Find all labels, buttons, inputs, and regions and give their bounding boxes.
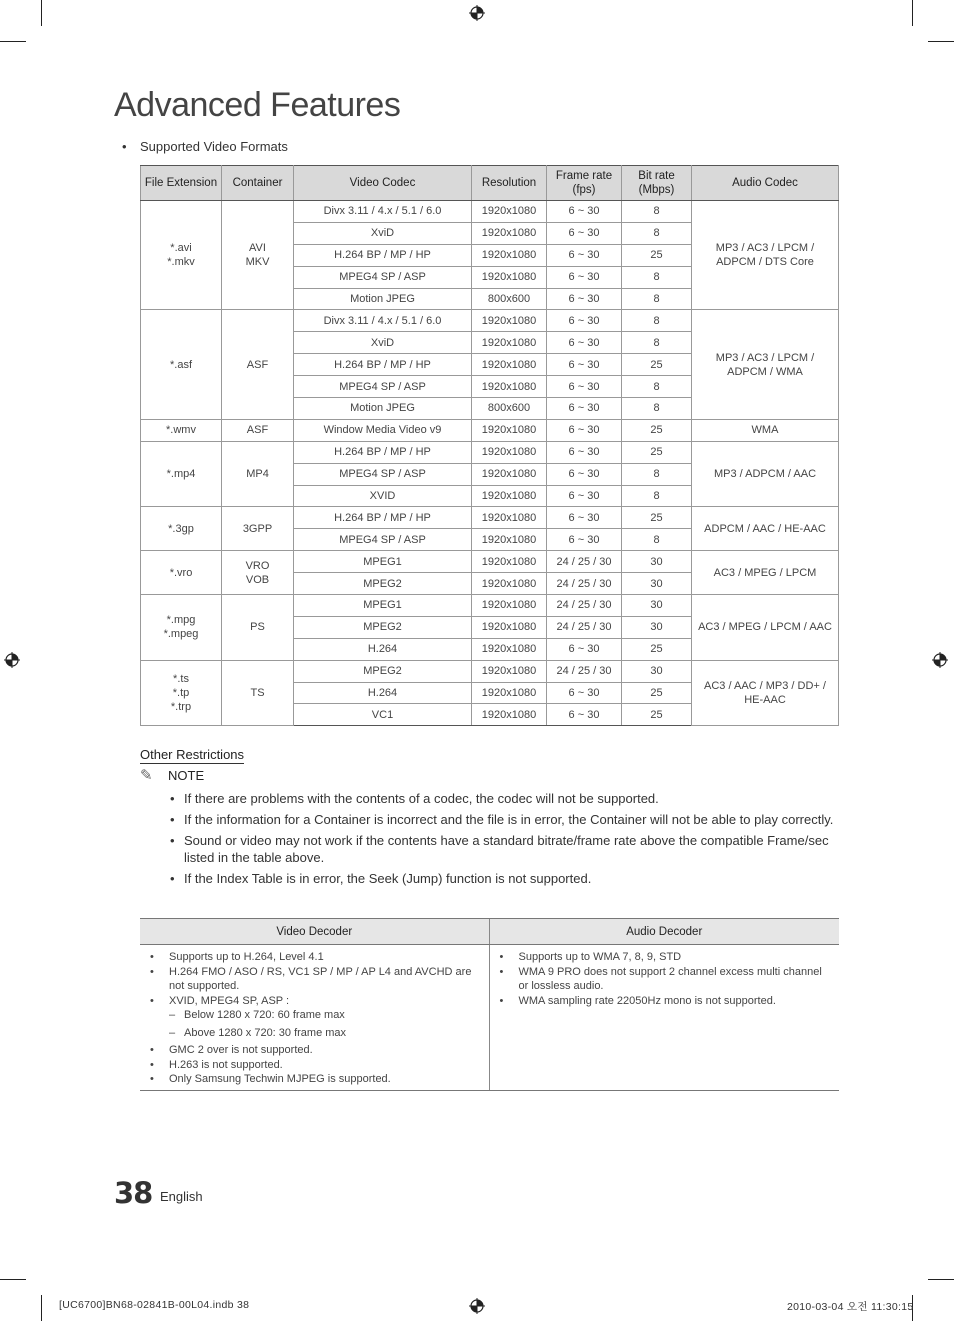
table-row bbox=[141, 660, 839, 682]
table-header-row bbox=[141, 166, 839, 201]
audio-codec-cell: AC3 / MPEG / LPCM / AAC bbox=[692, 595, 839, 661]
table-row bbox=[141, 595, 839, 617]
frame-rate-cell: 6 ~ 30 bbox=[547, 485, 622, 507]
table-row bbox=[141, 310, 839, 332]
resolution-cell: 1920x1080 bbox=[472, 529, 547, 551]
video-codec-cell: Motion JPEG bbox=[294, 398, 472, 420]
audio-decoder-header: Audio Decoder bbox=[489, 919, 839, 945]
resolution-cell: 1920x1080 bbox=[472, 419, 547, 441]
list-item: • H.264 FMO / ASO / RS, VC1 SP / MP / AP L4 and AVCHD are not supported. bbox=[150, 965, 483, 994]
audio-decoder-cell bbox=[489, 945, 839, 1091]
resolution-cell: 1920x1080 bbox=[472, 201, 547, 223]
video-codec-cell: MPEG4 SP / ASP bbox=[294, 266, 472, 288]
subitem-text: Above 1280 x 720: 30 frame max bbox=[184, 1026, 347, 1039]
container-cell: VRO VOB bbox=[222, 551, 294, 595]
video-decoder-cell bbox=[140, 945, 489, 1091]
list-item: • XVID, MPEG4 SP, ASP : bbox=[150, 994, 483, 1009]
video-codec-cell: H.264 BP / MP / HP bbox=[294, 441, 472, 463]
container-cell: MP4 bbox=[222, 441, 294, 507]
resolution-cell: 1920x1080 bbox=[472, 354, 547, 376]
resolution-cell: 1920x1080 bbox=[472, 244, 547, 266]
column-header: Video Codec bbox=[294, 166, 472, 201]
resolution-cell: 1920x1080 bbox=[472, 573, 547, 595]
list-item: • If the information for a Container is incorrect and the file is in error, the Container will not be able to play correctly. bbox=[170, 811, 840, 828]
list-item: • H.263 is not supported. bbox=[150, 1058, 483, 1073]
bit-rate-cell: 8 bbox=[622, 222, 692, 244]
frame-rate-cell: 6 ~ 30 bbox=[547, 507, 622, 529]
file-extension-cell: *.3gp bbox=[141, 507, 222, 551]
frame-rate-cell: 6 ~ 30 bbox=[547, 463, 622, 485]
resolution-cell: 1920x1080 bbox=[472, 704, 547, 726]
frame-rate-cell: 6 ~ 30 bbox=[547, 376, 622, 398]
video-codec-cell: H.264 bbox=[294, 638, 472, 660]
bit-rate-cell: 25 bbox=[622, 244, 692, 266]
list-subitem: – Above 1280 x 720: 30 frame max bbox=[169, 1026, 347, 1039]
video-codec-cell: MPEG2 bbox=[294, 616, 472, 638]
video-codec-cell: H.264 BP / MP / HP bbox=[294, 244, 472, 266]
pencil-icon: ✎ bbox=[140, 767, 153, 784]
video-codec-cell: XviD bbox=[294, 332, 472, 354]
file-extension-cell: *.avi *.mkv bbox=[141, 201, 222, 310]
video-formats-table bbox=[140, 165, 839, 726]
video-codec-cell: MPEG4 SP / ASP bbox=[294, 376, 472, 398]
crop-mark bbox=[928, 41, 954, 42]
video-codec-cell: MPEG1 bbox=[294, 595, 472, 617]
crop-mark bbox=[41, 1295, 42, 1321]
table-header-row bbox=[140, 919, 839, 945]
bit-rate-cell: 30 bbox=[622, 573, 692, 595]
file-extension-cell: *.mpg *.mpeg bbox=[141, 595, 222, 661]
bit-rate-cell: 8 bbox=[622, 201, 692, 223]
resolution-cell: 1920x1080 bbox=[472, 266, 547, 288]
container-cell: 3GPP bbox=[222, 507, 294, 551]
video-codec-cell: H.264 bbox=[294, 682, 472, 704]
bit-rate-cell: 30 bbox=[622, 595, 692, 617]
bit-rate-cell: 8 bbox=[622, 463, 692, 485]
resolution-cell: 800x600 bbox=[472, 398, 547, 420]
column-header: Frame rate (fps) bbox=[547, 166, 622, 201]
bit-rate-cell: 30 bbox=[622, 660, 692, 682]
crop-mark bbox=[41, 0, 42, 26]
file-extension-cell: *.vro bbox=[141, 551, 222, 595]
page-language: English bbox=[160, 1189, 203, 1204]
video-codec-cell: XVID bbox=[294, 485, 472, 507]
section-bullet: • Supported Video Formats bbox=[122, 139, 288, 154]
video-codec-cell: MPEG1 bbox=[294, 551, 472, 573]
list-item: • Supports up to WMA 7, 8, 9, STD bbox=[500, 950, 834, 965]
decoder-table bbox=[140, 918, 839, 1091]
registration-mark-icon bbox=[932, 652, 948, 668]
frame-rate-cell: 6 ~ 30 bbox=[547, 638, 622, 660]
column-header: Audio Codec bbox=[692, 166, 839, 201]
video-codec-cell: Divx 3.11 / 4.x / 5.1 / 6.0 bbox=[294, 201, 472, 223]
bit-rate-cell: 8 bbox=[622, 288, 692, 310]
frame-rate-cell: 6 ~ 30 bbox=[547, 682, 622, 704]
crop-mark bbox=[928, 1279, 954, 1280]
resolution-cell: 1920x1080 bbox=[472, 638, 547, 660]
frame-rate-cell: 6 ~ 30 bbox=[547, 529, 622, 551]
file-extension-cell: *.wmv bbox=[141, 419, 222, 441]
restrictions-list bbox=[170, 790, 840, 891]
bit-rate-cell: 25 bbox=[622, 682, 692, 704]
container-cell: PS bbox=[222, 595, 294, 661]
list-item: • WMA sampling rate 22050Hz mono is not supported. bbox=[500, 994, 834, 1009]
bit-rate-cell: 8 bbox=[622, 485, 692, 507]
bit-rate-cell: 25 bbox=[622, 354, 692, 376]
video-codec-cell: MPEG2 bbox=[294, 660, 472, 682]
audio-codec-cell: MP3 / AC3 / LPCM / ADPCM / DTS Core bbox=[692, 201, 839, 310]
video-codec-cell: H.264 BP / MP / HP bbox=[294, 354, 472, 376]
footer-timestamp: 2010-03-04 오전 11:30:15 bbox=[787, 1301, 914, 1313]
audio-codec-cell: AC3 / AAC / MP3 / DD+ / HE-AAC bbox=[692, 660, 839, 726]
frame-rate-cell: 6 ~ 30 bbox=[547, 354, 622, 376]
resolution-cell: 1920x1080 bbox=[472, 507, 547, 529]
list-item: • Only Samsung Techwin MJPEG is supported. bbox=[150, 1072, 483, 1087]
table-row bbox=[141, 551, 839, 573]
video-codec-cell: Window Media Video v9 bbox=[294, 419, 472, 441]
page-title: Advanced Features bbox=[114, 86, 401, 124]
bit-rate-cell: 25 bbox=[622, 507, 692, 529]
bit-rate-cell: 30 bbox=[622, 616, 692, 638]
resolution-cell: 1920x1080 bbox=[472, 595, 547, 617]
frame-rate-cell: 24 / 25 / 30 bbox=[547, 595, 622, 617]
resolution-cell: 1920x1080 bbox=[472, 551, 547, 573]
resolution-cell: 1920x1080 bbox=[472, 660, 547, 682]
column-header: Container bbox=[222, 166, 294, 201]
frame-rate-cell: 24 / 25 / 30 bbox=[547, 660, 622, 682]
note-text: NOTE bbox=[168, 768, 205, 783]
resolution-cell: 800x600 bbox=[472, 288, 547, 310]
list-item: • Sound or video may not work if the contents have a standard bitrate/frame rate above the compatible Frame/sec listed in the table above. bbox=[170, 832, 840, 866]
bit-rate-cell: 8 bbox=[622, 310, 692, 332]
resolution-cell: 1920x1080 bbox=[472, 463, 547, 485]
table-row bbox=[141, 507, 839, 529]
video-decoder-header: Video Decoder bbox=[140, 919, 489, 945]
resolution-cell: 1920x1080 bbox=[472, 222, 547, 244]
bit-rate-cell: 8 bbox=[622, 266, 692, 288]
registration-mark-icon bbox=[469, 1298, 485, 1314]
frame-rate-cell: 6 ~ 30 bbox=[547, 704, 622, 726]
resolution-cell: 1920x1080 bbox=[472, 485, 547, 507]
crop-mark bbox=[0, 41, 26, 42]
frame-rate-cell: 6 ~ 30 bbox=[547, 419, 622, 441]
column-header: Bit rate (Mbps) bbox=[622, 166, 692, 201]
bit-rate-cell: 25 bbox=[622, 704, 692, 726]
bit-rate-cell: 25 bbox=[622, 419, 692, 441]
frame-rate-cell: 6 ~ 30 bbox=[547, 244, 622, 266]
footer-file-info: [UC6700]BN68-02841B-00L04.indb 38 bbox=[59, 1299, 250, 1311]
frame-rate-cell: 6 ~ 30 bbox=[547, 288, 622, 310]
page-number: 38 bbox=[114, 1176, 153, 1210]
frame-rate-cell: 24 / 25 / 30 bbox=[547, 573, 622, 595]
other-restrictions-heading: Other Restrictions bbox=[140, 747, 245, 762]
container-cell: AVI MKV bbox=[222, 201, 294, 310]
table-row bbox=[141, 419, 839, 441]
list-item: • If the Index Table is in error, the Seek (Jump) function is not supported. bbox=[170, 870, 840, 887]
file-extension-cell: *.ts *.tp *.trp bbox=[141, 660, 222, 726]
list-item: • If there are problems with the contents of a codec, the codec will not be supported. bbox=[170, 790, 840, 807]
bit-rate-cell: 8 bbox=[622, 332, 692, 354]
container-cell: ASF bbox=[222, 419, 294, 441]
resolution-cell: 1920x1080 bbox=[472, 332, 547, 354]
video-codec-cell: Motion JPEG bbox=[294, 288, 472, 310]
note-label bbox=[140, 766, 204, 784]
bit-rate-cell: 8 bbox=[622, 376, 692, 398]
table-row bbox=[141, 201, 839, 223]
resolution-cell: 1920x1080 bbox=[472, 441, 547, 463]
frame-rate-cell: 24 / 25 / 30 bbox=[547, 551, 622, 573]
audio-codec-cell: MP3 / AC3 / LPCM / ADPCM / WMA bbox=[692, 310, 839, 419]
frame-rate-cell: 6 ~ 30 bbox=[547, 332, 622, 354]
bit-rate-cell: 8 bbox=[622, 529, 692, 551]
table-row bbox=[141, 441, 839, 463]
bit-rate-cell: 25 bbox=[622, 638, 692, 660]
column-header: Resolution bbox=[472, 166, 547, 201]
crop-mark bbox=[912, 0, 913, 26]
video-codec-cell: MPEG4 SP / ASP bbox=[294, 529, 472, 551]
video-codec-cell: MPEG4 SP / ASP bbox=[294, 463, 472, 485]
list-subitem: – Below 1280 x 720: 60 frame max bbox=[169, 1009, 345, 1021]
bit-rate-cell: 30 bbox=[622, 551, 692, 573]
bit-rate-cell: 8 bbox=[622, 398, 692, 420]
list-item: • WMA 9 PRO does not support 2 channel excess multi channel or lossless audio. bbox=[500, 965, 834, 994]
column-header: File Extension bbox=[141, 166, 222, 201]
registration-mark-icon bbox=[469, 5, 485, 21]
audio-codec-cell: MP3 / ADPCM / AAC bbox=[692, 441, 839, 507]
video-codec-cell: MPEG2 bbox=[294, 573, 472, 595]
audio-codec-cell: ADPCM / AAC / HE-AAC bbox=[692, 507, 839, 551]
frame-rate-cell: 6 ~ 30 bbox=[547, 266, 622, 288]
frame-rate-cell: 6 ~ 30 bbox=[547, 222, 622, 244]
list-item: • Supports up to H.264, Level 4.1 bbox=[150, 950, 483, 965]
registration-mark-icon bbox=[4, 652, 20, 668]
frame-rate-cell: 24 / 25 / 30 bbox=[547, 616, 622, 638]
table-row bbox=[140, 945, 839, 1091]
resolution-cell: 1920x1080 bbox=[472, 616, 547, 638]
resolution-cell: 1920x1080 bbox=[472, 310, 547, 332]
frame-rate-cell: 6 ~ 30 bbox=[547, 201, 622, 223]
subitem-text: Below 1280 x 720: 60 frame max bbox=[184, 1009, 345, 1021]
frame-rate-cell: 6 ~ 30 bbox=[547, 398, 622, 420]
audio-codec-cell: AC3 / MPEG / LPCM bbox=[692, 551, 839, 595]
frame-rate-cell: 6 ~ 30 bbox=[547, 310, 622, 332]
frame-rate-cell: 6 ~ 30 bbox=[547, 441, 622, 463]
crop-mark bbox=[0, 1279, 26, 1280]
resolution-cell: 1920x1080 bbox=[472, 376, 547, 398]
resolution-cell: 1920x1080 bbox=[472, 682, 547, 704]
bit-rate-cell: 25 bbox=[622, 441, 692, 463]
file-extension-cell: *.mp4 bbox=[141, 441, 222, 507]
section-bullet-text: Supported Video Formats bbox=[140, 139, 288, 154]
audio-codec-cell: WMA bbox=[692, 419, 839, 441]
file-extension-cell: *.asf bbox=[141, 310, 222, 419]
video-codec-cell: XviD bbox=[294, 222, 472, 244]
video-codec-cell: Divx 3.11 / 4.x / 5.1 / 6.0 bbox=[294, 310, 472, 332]
video-codec-cell: VC1 bbox=[294, 704, 472, 726]
container-cell: TS bbox=[222, 660, 294, 726]
list-item: • GMC 2 over is not supported. bbox=[150, 1043, 483, 1058]
video-codec-cell: H.264 BP / MP / HP bbox=[294, 507, 472, 529]
container-cell: ASF bbox=[222, 310, 294, 419]
